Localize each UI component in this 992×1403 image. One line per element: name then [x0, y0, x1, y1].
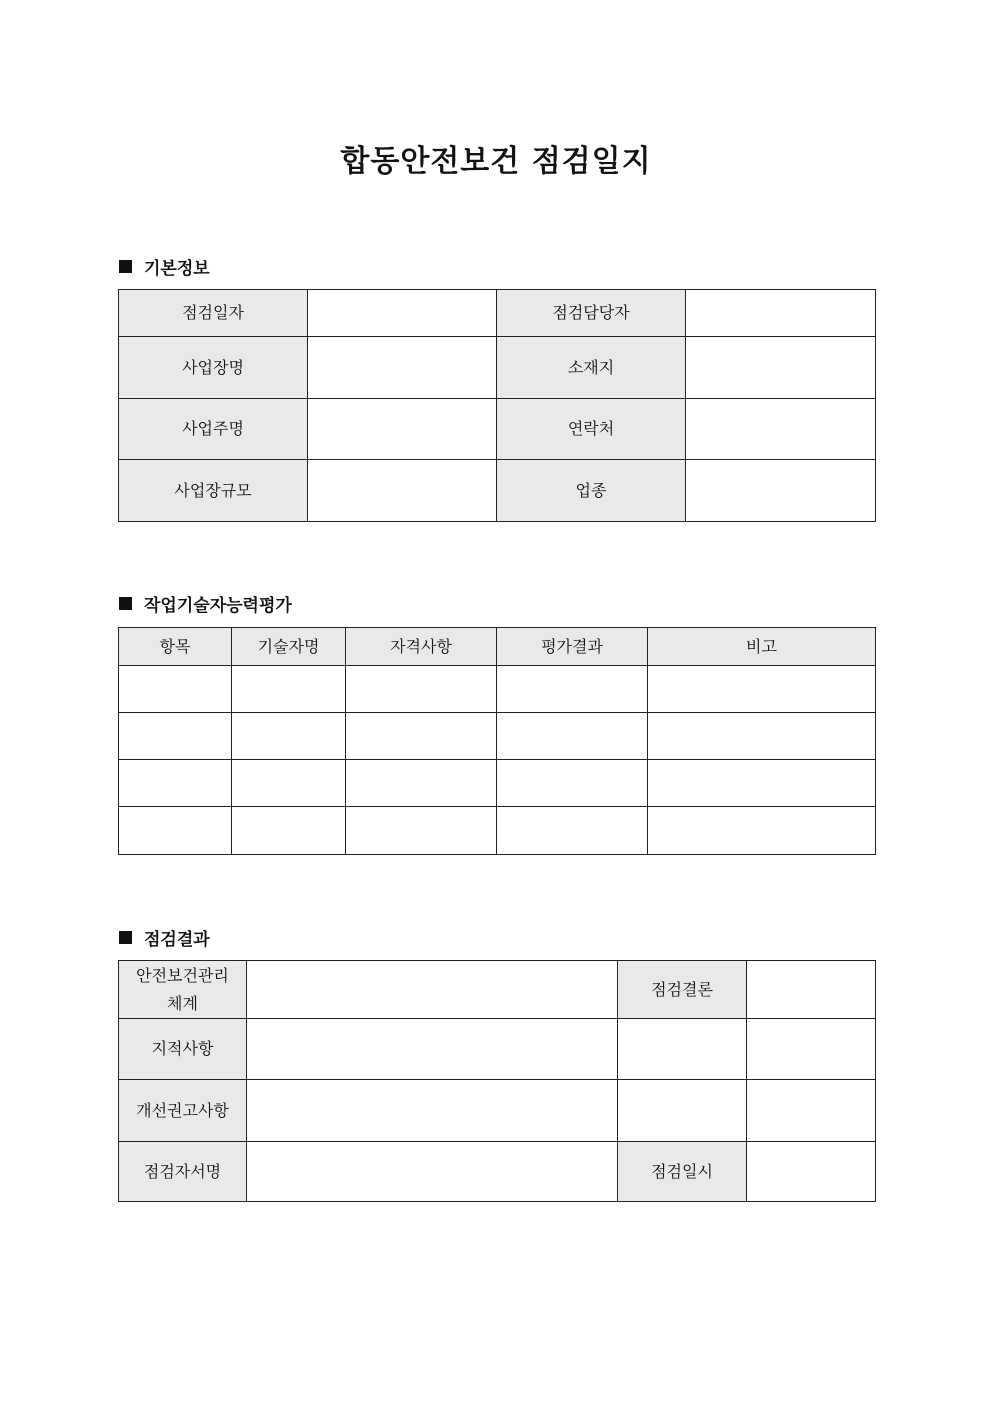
value-cell[interactable] — [747, 1080, 876, 1142]
value-cell-recommendations[interactable] — [247, 1080, 618, 1142]
label-cell: 점검자서명 — [119, 1142, 247, 1202]
inspection-result-table — [118, 960, 876, 1202]
label-cell: 업종 — [497, 460, 686, 522]
table-row — [119, 1080, 876, 1142]
section-heading-tech-eval — [119, 591, 292, 616]
value-cell-findings[interactable] — [247, 1019, 618, 1080]
table-row — [119, 713, 876, 760]
column-header: 항목 — [119, 628, 232, 666]
table-cell[interactable] — [648, 760, 876, 807]
table-cell[interactable] — [346, 760, 497, 807]
table-row — [119, 807, 876, 855]
label-cell: 소재지 — [497, 337, 686, 399]
section-heading-text: 기본정보 — [144, 259, 210, 279]
value-cell-inspection-date[interactable] — [308, 290, 497, 337]
table-row — [119, 290, 876, 337]
section-heading-text: 작업기술자능력평가 — [144, 596, 292, 616]
section-heading-basic-info — [119, 254, 210, 279]
value-cell-inspection-datetime[interactable] — [747, 1142, 876, 1202]
table-row — [119, 666, 876, 713]
table-cell[interactable] — [119, 666, 232, 713]
label-cell: 안전보건관리 체계 — [119, 961, 247, 1019]
table-cell[interactable] — [232, 713, 346, 760]
value-cell-conclusion[interactable] — [747, 961, 876, 1019]
column-header: 평가결과 — [497, 628, 648, 666]
value-cell-inspector[interactable] — [686, 290, 876, 337]
section-heading-text: 점검결과 — [144, 930, 210, 950]
label-cell: 점검담당자 — [497, 290, 686, 337]
value-cell[interactable] — [747, 1019, 876, 1080]
square-bullet-icon — [119, 260, 132, 273]
column-header: 자격사항 — [346, 628, 497, 666]
value-cell[interactable] — [618, 1080, 747, 1142]
label-cell: 점검결론 — [618, 961, 747, 1019]
value-cell[interactable] — [618, 1019, 747, 1080]
label-cell: 점검일자 — [119, 290, 308, 337]
table-row — [119, 337, 876, 399]
label-cell: 사업장명 — [119, 337, 308, 399]
table-cell[interactable] — [497, 760, 648, 807]
value-cell-location[interactable] — [686, 337, 876, 399]
table-cell[interactable] — [232, 807, 346, 855]
table-cell[interactable] — [648, 807, 876, 855]
column-header: 비고 — [648, 628, 876, 666]
table-cell[interactable] — [497, 666, 648, 713]
column-header: 기술자명 — [232, 628, 346, 666]
square-bullet-icon — [119, 931, 132, 944]
value-cell-site-scale[interactable] — [308, 460, 497, 522]
value-cell-site-name[interactable] — [308, 337, 497, 399]
value-cell-industry[interactable] — [686, 460, 876, 522]
table-cell[interactable] — [232, 760, 346, 807]
table-cell[interactable] — [346, 666, 497, 713]
table-cell[interactable] — [346, 713, 497, 760]
value-cell-inspector-signature[interactable] — [247, 1142, 618, 1202]
label-cell: 사업주명 — [119, 399, 308, 460]
table-cell[interactable] — [346, 807, 497, 855]
table-cell[interactable] — [119, 807, 232, 855]
value-cell-safety-system[interactable] — [247, 961, 618, 1019]
table-row — [119, 399, 876, 460]
label-cell: 점검일시 — [618, 1142, 747, 1202]
basic-info-table — [118, 289, 876, 522]
table-row — [119, 1142, 876, 1202]
table-row — [119, 460, 876, 522]
label-cell: 개선권고사항 — [119, 1080, 247, 1142]
square-bullet-icon — [119, 597, 132, 610]
value-cell-contact[interactable] — [686, 399, 876, 460]
label-cell: 지적사항 — [119, 1019, 247, 1080]
value-cell-owner-name[interactable] — [308, 399, 497, 460]
table-cell[interactable] — [119, 713, 232, 760]
table-cell[interactable] — [119, 760, 232, 807]
table-row — [119, 760, 876, 807]
label-cell: 사업장규모 — [119, 460, 308, 522]
section-heading-inspection-result — [119, 925, 210, 950]
table-cell[interactable] — [232, 666, 346, 713]
table-cell[interactable] — [497, 807, 648, 855]
document-title: 합동안전보건 점검일지 — [340, 144, 652, 179]
table-header-row — [119, 628, 876, 666]
tech-eval-table — [118, 627, 876, 855]
label-cell: 연락처 — [497, 399, 686, 460]
table-row — [119, 1019, 876, 1080]
table-cell[interactable] — [648, 666, 876, 713]
table-cell[interactable] — [648, 713, 876, 760]
table-row — [119, 961, 876, 1019]
table-cell[interactable] — [497, 713, 648, 760]
